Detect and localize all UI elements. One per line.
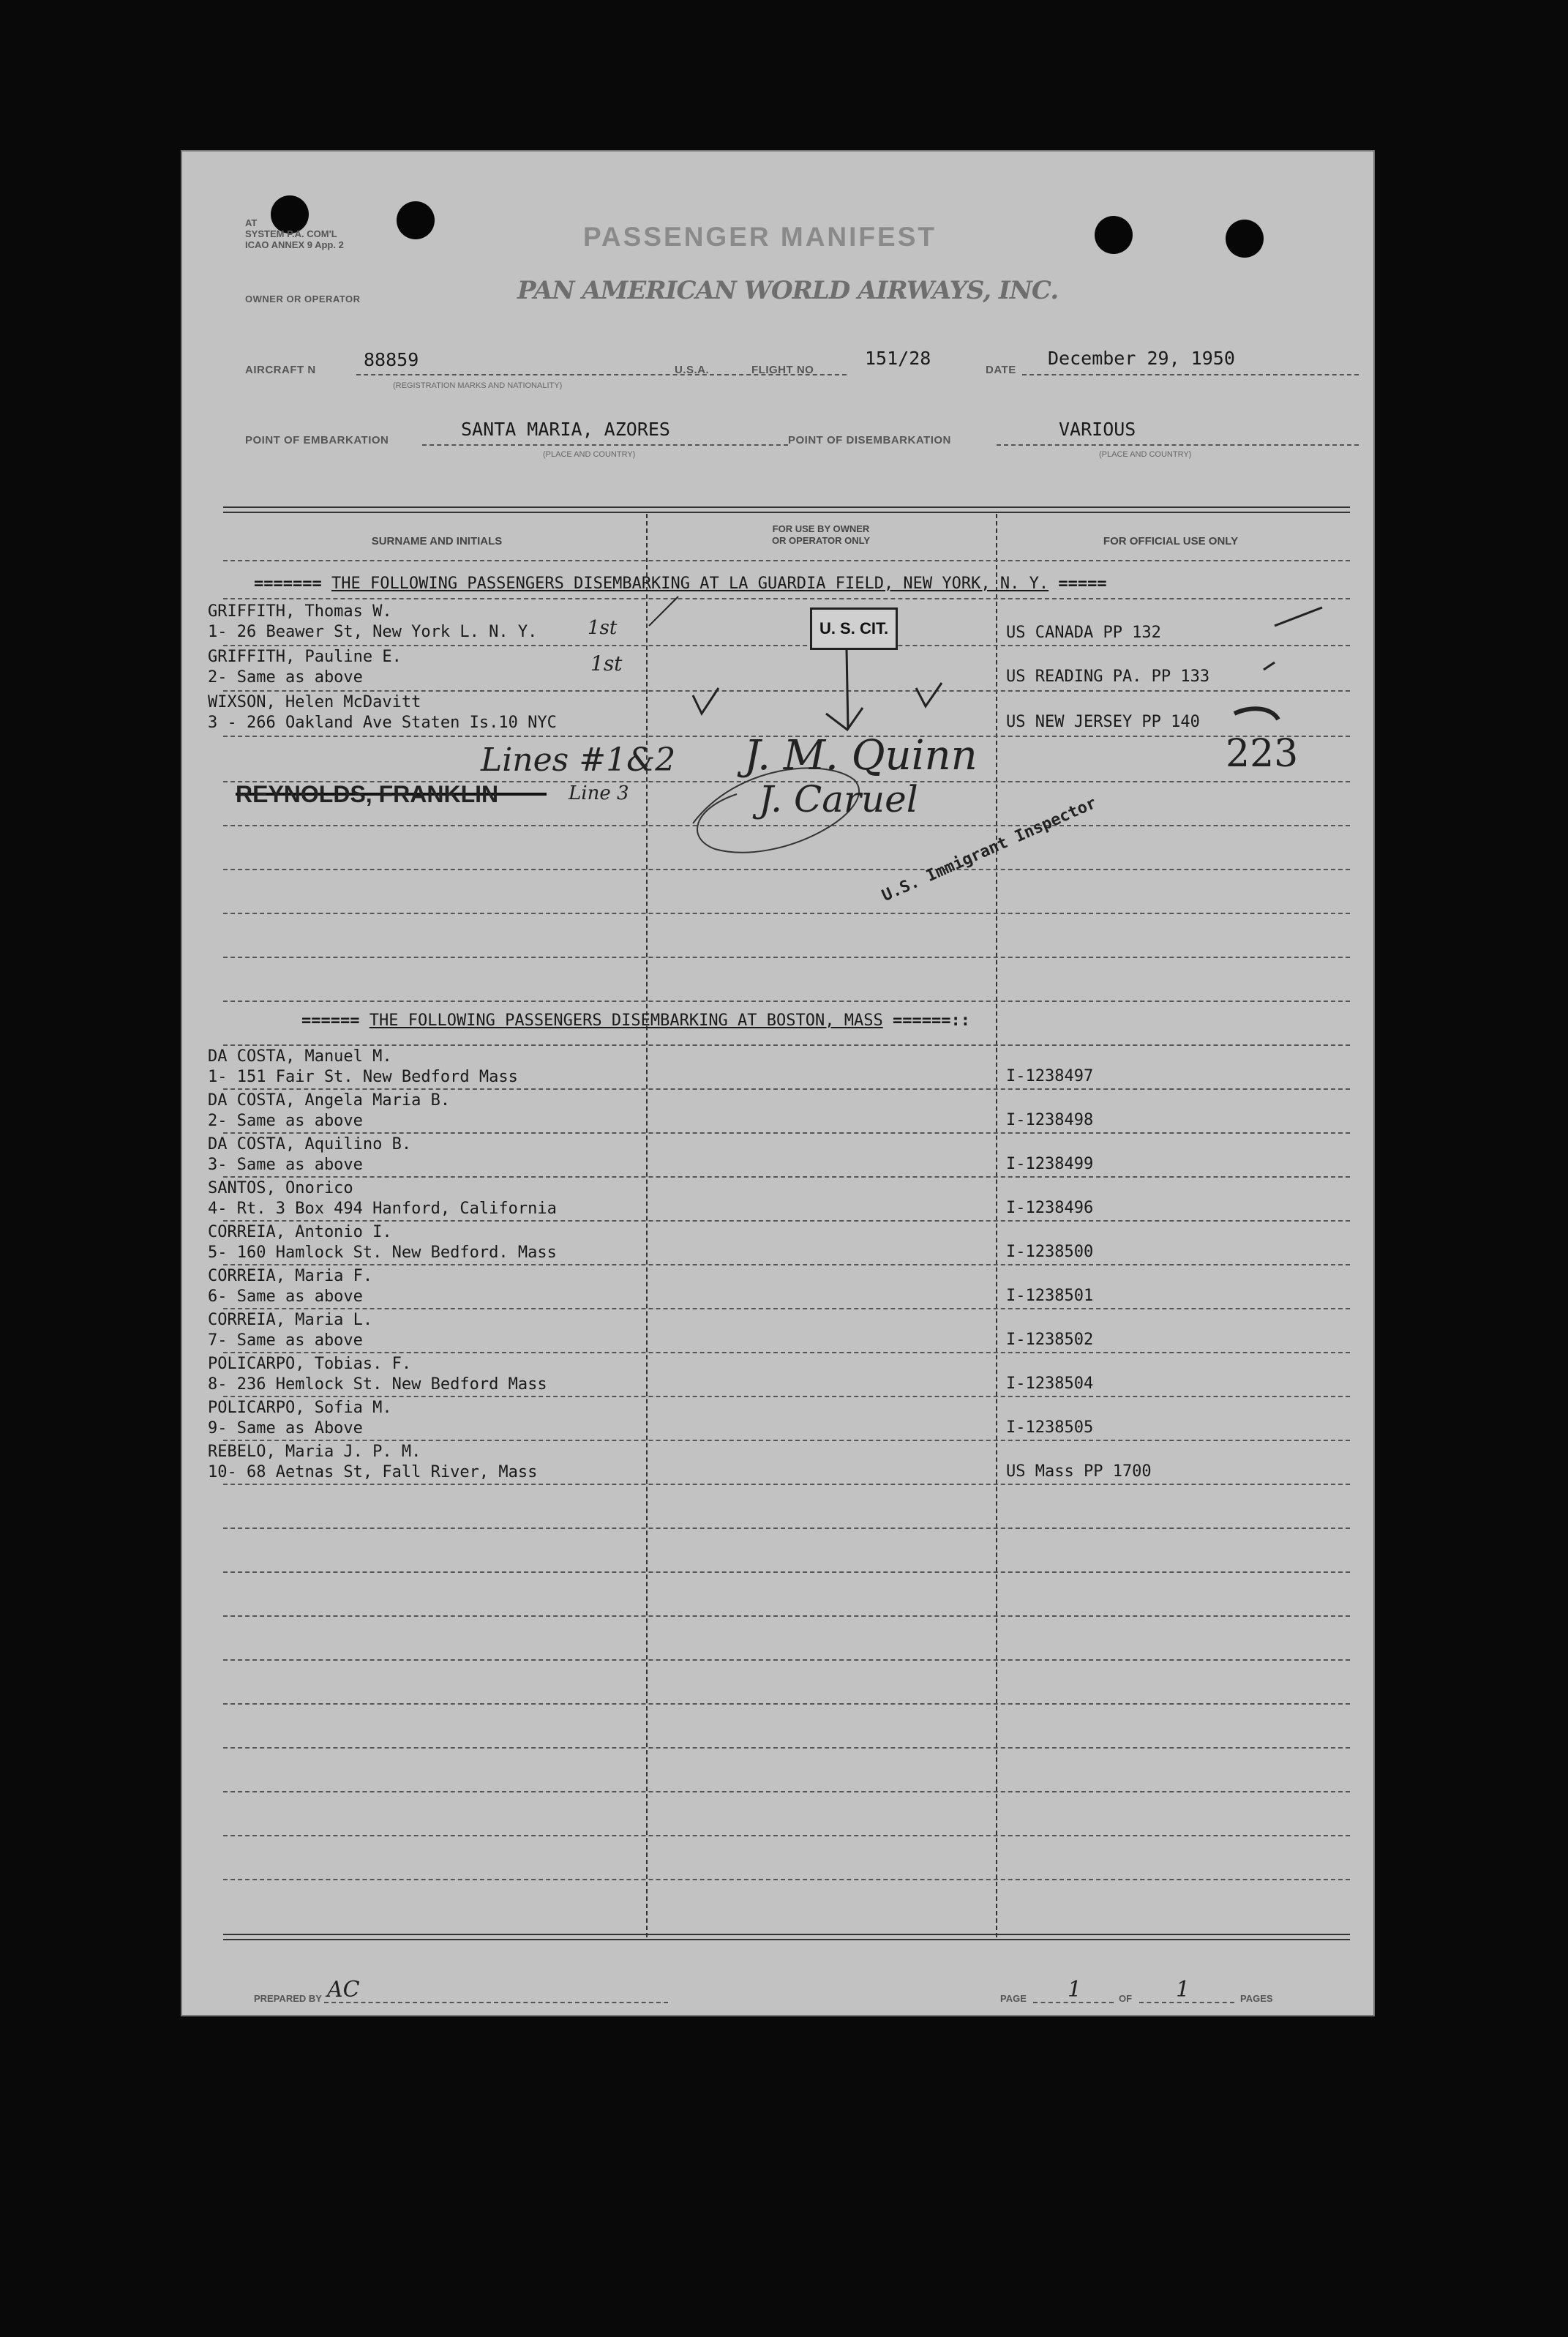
passenger-name: SANTOS, Onorico (208, 1179, 353, 1197)
disembarkation-point: VARIOUS (1059, 419, 1136, 440)
official-entry: US NEW JERSEY PP 140 (1006, 713, 1200, 731)
manifest-sheet (181, 150, 1375, 2016)
passenger-address: 1- 151 Fair St. New Bedford Mass (208, 1068, 518, 1086)
passenger-address: 2- Same as above (208, 668, 363, 687)
passenger-name: CORREIA, Maria F. (208, 1267, 373, 1285)
passenger-address: 6- Same as above (208, 1287, 363, 1306)
passenger-name: DA COSTA, Manuel M. (208, 1047, 392, 1066)
date-label: DATE (986, 364, 1016, 376)
disembarkation-label: POINT OF DISEMBARKATION (788, 434, 951, 446)
passenger-name: POLICARPO, Tobias. F. (208, 1355, 412, 1373)
passenger-address: 4- Rt. 3 Box 494 Hanford, California (208, 1200, 557, 1218)
passenger-name: GRIFFITH, Pauline E. (208, 648, 402, 666)
handwritten-line-note: Line 3 (569, 782, 629, 804)
official-entry: I-1238500 (1006, 1243, 1094, 1261)
pages-label: PAGES (1240, 1993, 1273, 2004)
passenger-address: 5- 160 Hamlock St. New Bedford. Mass (208, 1244, 557, 1262)
official-entry: US Mass PP 1700 (1006, 1462, 1152, 1481)
embarkation-point: SANTA MARIA, AZORES (461, 419, 670, 440)
col-official-header: FOR OFFICIAL USE ONLY (1103, 535, 1239, 547)
handwritten-signature: J. Caruel (759, 778, 918, 820)
prepared-by-initials: AC (327, 1977, 360, 2003)
prepared-by-label: PREPARED BY (254, 1993, 322, 2004)
passenger-name: DA COSTA, Angela Maria B. (208, 1091, 451, 1110)
us-citizen-stamp: U. S. CIT. (810, 607, 898, 650)
official-entry: US CANADA PP 132 (1006, 624, 1161, 642)
passenger-name: CORREIA, Maria L. (208, 1311, 373, 1329)
section-heading-new-york: ======= THE FOLLOWING PASSENGERS DISEMBARKING AT LA GUARDIA FIELD, NEW YORK, N. Y. ===== (254, 575, 1107, 593)
punch-hole (397, 201, 435, 239)
official-entry: I-1238499 (1006, 1155, 1094, 1173)
passenger-address: 1- 26 Beawer St, New York L. N. Y. (208, 623, 538, 641)
official-entry: I-1238496 (1006, 1199, 1094, 1217)
passenger-address: 2- Same as above (208, 1112, 363, 1130)
punch-hole (1095, 216, 1133, 254)
passenger-name: REBELO, Maria J. P. M. (208, 1443, 421, 1461)
official-entry: I-1238501 (1006, 1287, 1094, 1305)
passenger-name: DA COSTA, Aquilino B. (208, 1135, 412, 1153)
passenger-name: CORREIA, Antonio I. (208, 1223, 392, 1241)
passenger-name: GRIFFITH, Thomas W. (208, 602, 392, 621)
official-entry: I-1238505 (1006, 1418, 1094, 1437)
handwritten-signature: J. M. Quinn (744, 732, 978, 779)
page-total: 1 (1176, 1977, 1190, 2003)
passenger-address: 3 - 266 Oakland Ave Staten Is.10 NYC (208, 714, 557, 732)
handwritten-cancelled-name: REYNOLDS, FRANKLIN (236, 781, 499, 807)
passenger-name: POLICARPO, Sofia M. (208, 1399, 392, 1417)
official-entry: I-1238504 (1006, 1375, 1094, 1393)
passenger-address: 7- Same as above (208, 1331, 363, 1350)
passenger-name: WIXSON, Helen McDavitt (208, 693, 421, 711)
embarkation-label: POINT OF EMBARKATION (245, 434, 389, 446)
flight-date: December 29, 1950 (1048, 348, 1235, 369)
passenger-address: 3- Same as above (208, 1156, 363, 1174)
handwritten-lines-note: Lines #1&2 (481, 741, 676, 779)
official-entry: I-1238502 (1006, 1331, 1094, 1349)
passenger-address: 8- 236 Hemlock St. New Bedford Mass (208, 1375, 547, 1394)
page-label: PAGE (1000, 1993, 1027, 2004)
handwritten-number: 223 (1226, 732, 1299, 776)
place-note: (PLACE AND COUNTRY) (543, 450, 636, 459)
form-title: PASSENGER MANIFEST (583, 222, 937, 252)
operator-name: PAN AMERICAN WORLD AIRWAYS, INC. (517, 276, 1059, 305)
official-entry: US READING PA. PP 133 (1006, 668, 1210, 686)
handwritten-tick: 1st (590, 651, 623, 676)
flight-number: 151/28 (865, 348, 931, 369)
immigrant-inspector-stamp: U.S. Immigrant Inspector (879, 793, 1100, 905)
passenger-address: 9- Same as Above (208, 1419, 363, 1437)
punch-hole (1226, 220, 1264, 258)
handwritten-tick: 1st (588, 617, 618, 639)
of-label: OF (1119, 1993, 1133, 2004)
form-reference: AT SYSTEM P.A. COM'L ICAO ANNEX 9 App. 2 (245, 217, 344, 250)
nationality: U.S.A. (675, 364, 710, 376)
place-note: (PLACE AND COUNTRY) (1099, 450, 1192, 459)
col-surname-header: SURNAME AND INITIALS (371, 535, 503, 547)
aircraft-number: 88859 (364, 349, 419, 370)
section-heading-boston: ====== THE FOLLOWING PASSENGERS DISEMBARKING AT BOSTON, MASS ======:: (301, 1012, 970, 1030)
flight-label: FLIGHT NO (751, 364, 814, 376)
aircraft-label: AIRCRAFT N (245, 364, 316, 376)
registration-note: (REGISTRATION MARKS AND NATIONALITY) (393, 381, 563, 390)
page-number: 1 (1068, 1977, 1082, 2003)
official-entry: I-1238497 (1006, 1067, 1094, 1085)
col-owner-header: FOR USE BY OWNER OR OPERATOR ONLY (771, 523, 871, 546)
passenger-address: 10- 68 Aetnas St, Fall River, Mass (208, 1463, 538, 1481)
official-entry: I-1238498 (1006, 1111, 1094, 1129)
owner-label: OWNER OR OPERATOR (245, 293, 361, 304)
